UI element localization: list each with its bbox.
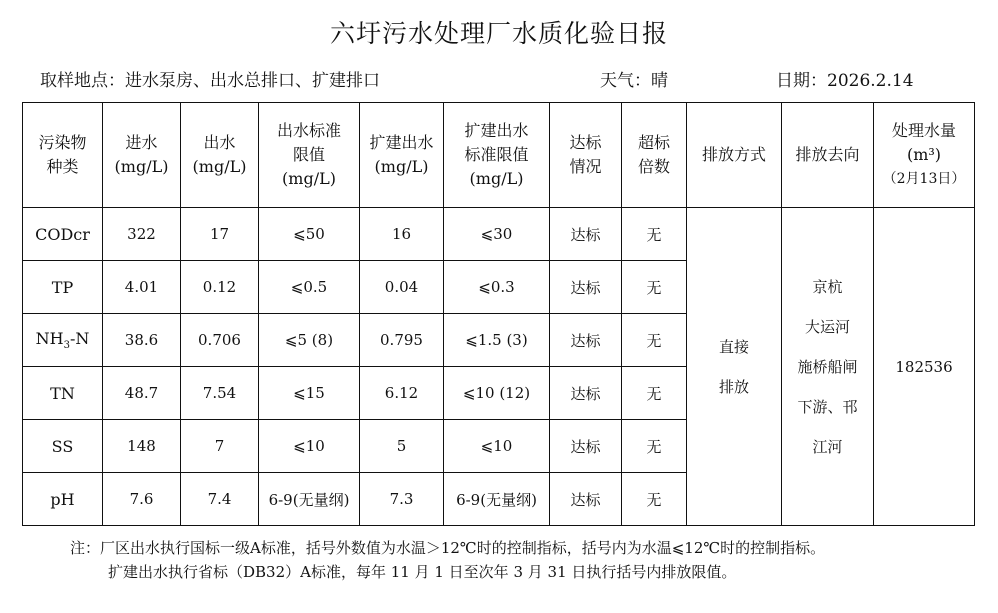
limit-cell: 6-9(无量纲) — [259, 473, 360, 526]
note-line-1: 注：厂区出水执行国标一级A标准，括号外数值为水温＞12℃时的控制指标，括号内为水温⩽12℃时的控制指标。 — [70, 539, 826, 557]
header-row — [23, 103, 975, 208]
limit-cell: ⩽5 (8) — [259, 314, 360, 367]
limit-cell: ⩽0.5 — [259, 261, 360, 314]
status-cell: 达标 — [550, 367, 622, 420]
status-cell: 达标 — [550, 314, 622, 367]
header-outflow: 出水 (mg/L) — [181, 103, 259, 208]
header-volume: 处理水量 (m³) （2月13日） — [874, 103, 975, 208]
ext-limit-cell: ⩽1.5 (3) — [444, 314, 550, 367]
ext-limit-cell: ⩽0.3 — [444, 261, 550, 314]
status-cell: 达标 — [550, 420, 622, 473]
species-cell: $NH_3-N$ — [23, 314, 103, 367]
water-quality-table — [22, 102, 975, 526]
status-cell: 达标 — [550, 473, 622, 526]
limit-cell: ⩽50 — [259, 208, 360, 261]
ext-limit-cell: 6-9(无量纲) — [444, 473, 550, 526]
exceed-cell: 无 — [622, 420, 687, 473]
header-species: 污染物 种类 — [23, 103, 103, 208]
ext-outflow-cell: 6.12 — [360, 367, 444, 420]
species-cell: TN — [23, 367, 103, 420]
sampling-location: 取样地点：进水泵房、出水总排口、扩建排口 — [40, 71, 380, 91]
inflow-cell: 322 — [103, 208, 181, 261]
header-exceed: 超标 倍数 — [622, 103, 687, 208]
ext-outflow-cell: 0.795 — [360, 314, 444, 367]
weather-label: 天气：晴 — [600, 71, 668, 91]
outflow-cell: 0.706 — [181, 314, 259, 367]
outflow-cell: 7.4 — [181, 473, 259, 526]
species-cell: CODcr — [23, 208, 103, 261]
discharge-dest-cell: 京杭 大运河 施桥船闸 下游、邗 江河 — [782, 208, 874, 526]
report-title: 六圩污水处理厂水质化验日报 — [329, 19, 668, 48]
inflow-cell: 7.6 — [103, 473, 181, 526]
inflow-cell: 148 — [103, 420, 181, 473]
ext-outflow-cell: 16 — [360, 208, 444, 261]
inflow-cell: 38.6 — [103, 314, 181, 367]
discharge-mode-cell: 直接 排放 — [687, 208, 782, 526]
table-row — [23, 208, 975, 261]
outflow-cell: 0.12 — [181, 261, 259, 314]
note-line-2: 扩建出水执行省标（DB32）A标准，每年 11 月 1 日至次年 3 月 31 日执行括号内排放限值。 — [108, 563, 737, 581]
volume-value: 182536 — [874, 208, 975, 526]
header-ext-outflow: 扩建出水 (mg/L) — [360, 103, 444, 208]
exceed-cell: 无 — [622, 367, 687, 420]
outflow-cell: 7 — [181, 420, 259, 473]
exceed-cell: 无 — [622, 314, 687, 367]
ext-limit-cell: ⩽30 — [444, 208, 550, 261]
ext-outflow-cell: 7.3 — [360, 473, 444, 526]
status-cell: 达标 — [550, 208, 622, 261]
species-cell: SS — [23, 420, 103, 473]
exceed-cell: 无 — [622, 261, 687, 314]
species-cell: TP — [23, 261, 103, 314]
outflow-cell: 17 — [181, 208, 259, 261]
exceed-cell: 无 — [622, 208, 687, 261]
report-date: 日期：2026.2.14 — [776, 71, 914, 91]
inflow-cell: 48.7 — [103, 367, 181, 420]
ext-outflow-cell: 0.04 — [360, 261, 444, 314]
header-discharge-mode: 排放方式 — [687, 103, 782, 208]
header-inflow: 进水 (mg/L) — [103, 103, 181, 208]
ext-limit-cell: ⩽10 — [444, 420, 550, 473]
header-discharge-dest: 排放去向 — [782, 103, 874, 208]
exceed-cell: 无 — [622, 473, 687, 526]
status-cell: 达标 — [550, 261, 622, 314]
ext-limit-cell: ⩽10 (12) — [444, 367, 550, 420]
notes — [70, 536, 825, 584]
ext-outflow-cell: 5 — [360, 420, 444, 473]
species-cell: pH — [23, 473, 103, 526]
limit-cell: ⩽15 — [259, 367, 360, 420]
inflow-cell: 4.01 — [103, 261, 181, 314]
header-compliance: 达标 情况 — [550, 103, 622, 208]
limit-cell: ⩽10 — [259, 420, 360, 473]
outflow-cell: 7.54 — [181, 367, 259, 420]
header-outflow-limit: 出水标准 限值 (mg/L) — [259, 103, 360, 208]
header-ext-limit: 扩建出水 标准限值 (mg/L) — [444, 103, 550, 208]
